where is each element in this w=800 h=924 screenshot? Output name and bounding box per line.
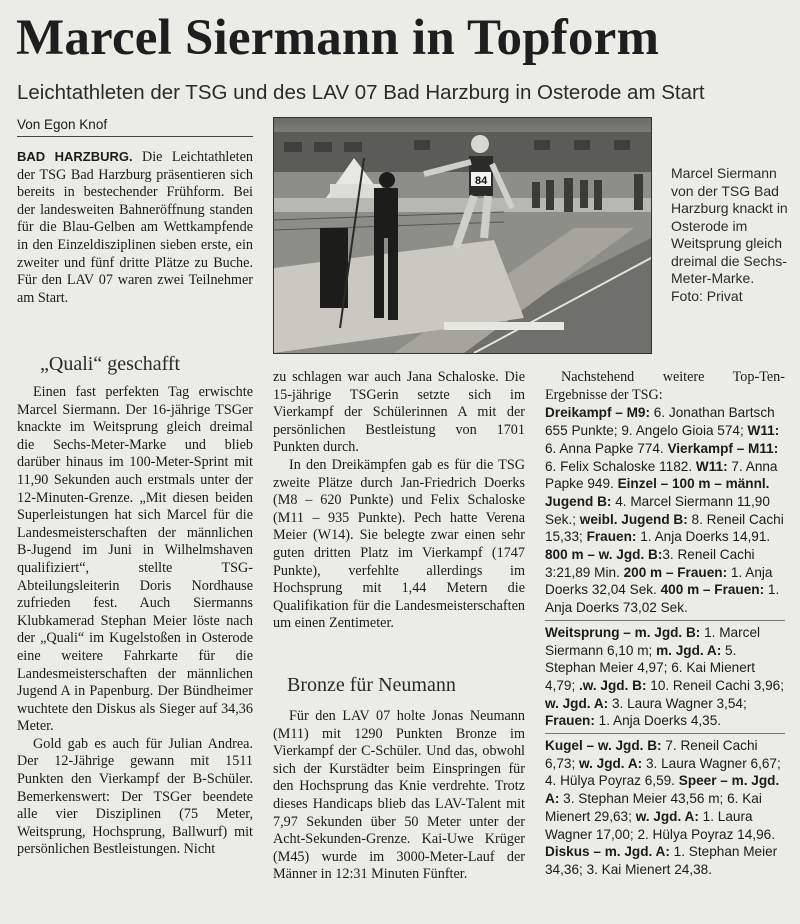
article-photo bbox=[273, 117, 652, 354]
paragraph: Gold gab es auch für Julian Andrea. Der 12-Jährige gewann mit 1511 Punkten den Vierkampf der B-Schüler. Bemerkenswert: Der TSGer beendete alle vier Disziplinen (75 Meter, Weitsprung, Hochsprung, Ballwurf) mit persönlichen Bestleistungen. Nicht bbox=[17, 735, 253, 858]
result-category: Frauen: bbox=[586, 529, 637, 545]
result-category: Diskus – m. Jgd. A: bbox=[545, 844, 670, 860]
subheadline: Leichtathleten der TSG und des LAV 07 Bad Harzburg in Osterode am Start bbox=[17, 81, 705, 104]
paragraph: In den Dreikämpfen gab es für die TSG zweite Plätze durch Jan-Friedrich Doerks (M8 – 620 Punkte) und Felix Schaloske (M11 – 935 Punkte). Pech hatte Verena Meier (W14). Sie belegte zwar einen sehr guten dritten Platz im Vierkampf (1747 Punkte), verfehlte allerdings im Hochsprung mit 1,44 Metern die Qualifikation für die Landesmeisterschaften um einen Zentimeter. bbox=[273, 456, 525, 632]
result-category: W11: bbox=[695, 458, 728, 474]
result-entries: 7. Anna Papke 949. bbox=[545, 458, 778, 492]
headline: Marcel Siermann in Topform bbox=[16, 10, 660, 66]
result-category: .w. Jgd. B: bbox=[579, 677, 647, 693]
dateline: BAD HARZBURG. bbox=[17, 149, 133, 164]
column-2-bottom bbox=[273, 708, 525, 884]
result-entries: 1. Anja Doerks 73,02 Sek. bbox=[545, 582, 780, 616]
paragraph: Für den LAV 07 holte Jonas Neumann (M11) mit 1290 Punkten Bronze im Vierkampf der C-Schüler. Und das, obwohl sich der Kurstädter beim Einspringen für den Hochsprung das Knie verdrehte. Trotz dieses Handicaps blieb das LAV-Talent mit 7,97 Sekunden über 50 Meter unter der Acht-Sekunden-Grenze. Kai-Uwe Krüger (M45) wurde im 3000-Meter-Lauf der Männer in 12:31 Minuten Fünfter. bbox=[273, 708, 525, 883]
result-entries: 3. Reneil Cachi 3:21,89 Min. bbox=[545, 547, 755, 580]
result-category: Weitsprung – m. Jgd. B: bbox=[545, 624, 701, 640]
divider bbox=[545, 733, 785, 734]
divider bbox=[545, 620, 785, 621]
result-category: w. Jgd. A: bbox=[545, 695, 609, 711]
result-entries: 3. Stephan Meier 43,56 m; 6. Kai Mienert 29,63; bbox=[545, 791, 762, 824]
results-block-1 bbox=[545, 404, 785, 616]
result-category: m. Jgd. A: bbox=[656, 642, 722, 658]
results-block-3 bbox=[545, 737, 785, 879]
result-category: Einzel – 100 m – männl. Jugend B: bbox=[545, 476, 770, 509]
result-entries: 1. Stephan Meier 34,36; 3. Kai Mienert 24,38. bbox=[545, 844, 778, 877]
result-entries: 3. Laura Wagner 3,54; bbox=[608, 695, 747, 711]
column-1 bbox=[17, 384, 253, 859]
result-category: Speer – m. Jgd. A: bbox=[545, 773, 780, 807]
result-entries: 8. Reneil Cachi 15,33; bbox=[545, 511, 784, 545]
results-block-2 bbox=[545, 624, 785, 730]
result-entries: 4. Marcel Siermann 11,90 Sek.; bbox=[545, 493, 770, 527]
paragraph: Einen fast perfekten Tag erwischte Marcel Siermann. Der 16-jährige TSGer knackte im Weitsprung gleich dreimal die Sechs-Meter-Marke und blieb darüber hinaus im 100-Meter-Sprint mit 11,90 Sekunden auch erstmals unter der 12-Minuten-Grenze. „Mit diesen beiden Superleistungen hat sich Marcel für die Landesmeisterschaften der männlichen B-Jugend im Juni in Wilhelmshaven qualifiziert“, stellte TSG-Abteilungsleiterin Doris Nordhause zufrieden fest. Auch Siermanns Klubkamerad Stephan Meier löste nach der „Quali“ im Kugelstoßen in Osterode eine weitere Fahrkarte für die Landesmeisterschaften der männlichen Jugend A in Papenburg. Der Bündheimer wuchtete den Diskus als Sieger auf 34,36 Meter. bbox=[17, 384, 253, 735]
photo-caption: Marcel Siermann von der TSG Bad Harzburg knackt in Osterode im Weitsprung gleich dreimal die Sechs-Meter-Marke. Foto: Privat bbox=[671, 165, 788, 304]
result-category: Dreikampf – M9: bbox=[545, 405, 651, 421]
result-entries: 1. Anja Doerks 32,04 Sek. bbox=[545, 564, 773, 598]
results-column bbox=[545, 369, 785, 879]
result-entries: 1. Marcel Siermann 6,10 m; bbox=[545, 624, 761, 658]
result-entries: 6. Jonathan Bartsch 655 Punkte; 9. Angelo Gioia 574; bbox=[545, 405, 775, 439]
results-intro: Nachstehend weitere Top-Ten-Ergebnisse der TSG: bbox=[545, 369, 785, 403]
result-category: 200 m – Frauen: bbox=[623, 564, 728, 580]
section-title-bronze: Bronze für Neumann bbox=[287, 674, 456, 696]
result-category: 400 m – Frauen: bbox=[660, 582, 765, 598]
result-category: weibl. Jugend B: bbox=[579, 511, 688, 527]
result-entries: 1. Laura Wagner 17,00; 2. Hülya Poyraz 14,96. bbox=[545, 808, 775, 842]
result-category: W11: bbox=[747, 423, 780, 439]
section-title-quali: „Quali“ geschafft bbox=[40, 353, 181, 375]
result-category: 800 m – w. Jgd. B: bbox=[545, 547, 663, 563]
byline: Von Egon Knof bbox=[17, 116, 253, 137]
result-category: Vierkampf – M11: bbox=[667, 440, 779, 456]
lead-paragraph bbox=[17, 148, 253, 307]
lead-text: Die Leichtathleten der TSG Bad Harzburg präsentieren sich bereits in bestechender Frühform. Bei der landesweiten Bahneröffnung standen für die Blau-Gelben am Wettkampfende in den Einzeldisziplinen sieben erste, ein zweiter und fünf dritte Plätze zu Buche. Für den LAV 07 waren zwei Teilnehmer am Start. bbox=[17, 149, 253, 306]
result-entries: 6. Anna Papke 774. bbox=[545, 440, 668, 456]
result-category: w. Jgd. A: bbox=[635, 808, 699, 824]
result-category: w. Jgd. A: bbox=[579, 755, 643, 771]
result-entries: 10. Reneil Cachi 3,96; bbox=[646, 677, 785, 693]
long-jump-photo bbox=[274, 118, 651, 353]
result-entries: 5. Stephan Meier 4,97; 6. Kai Mienert 4,79; bbox=[545, 642, 756, 693]
result-entries: 6. Felix Schaloske 1182. bbox=[545, 458, 696, 474]
column-2 bbox=[273, 369, 525, 633]
result-entries: 1. Anja Doerks 4,35. bbox=[594, 713, 722, 729]
paragraph: zu schlagen war auch Jana Schaloske. Die 15-jährige TSGerin setzte sich im Vierkampf der Schülerinnen A mit der persönlichen Bestleistung von 1701 Punkten durch. bbox=[273, 369, 525, 456]
bib-number: 84 bbox=[475, 175, 488, 187]
result-entries: 1. Anja Doerks 14,91. bbox=[636, 529, 771, 545]
result-category: Kugel – w. Jgd. B: bbox=[545, 738, 662, 754]
result-category: Frauen: bbox=[545, 713, 595, 729]
result-entries: 3. Laura Wagner 6,67; 4. Hülya Poyraz 6,59. bbox=[545, 755, 781, 789]
result-entries: 7. Reneil Cachi 6,73; bbox=[545, 738, 758, 771]
